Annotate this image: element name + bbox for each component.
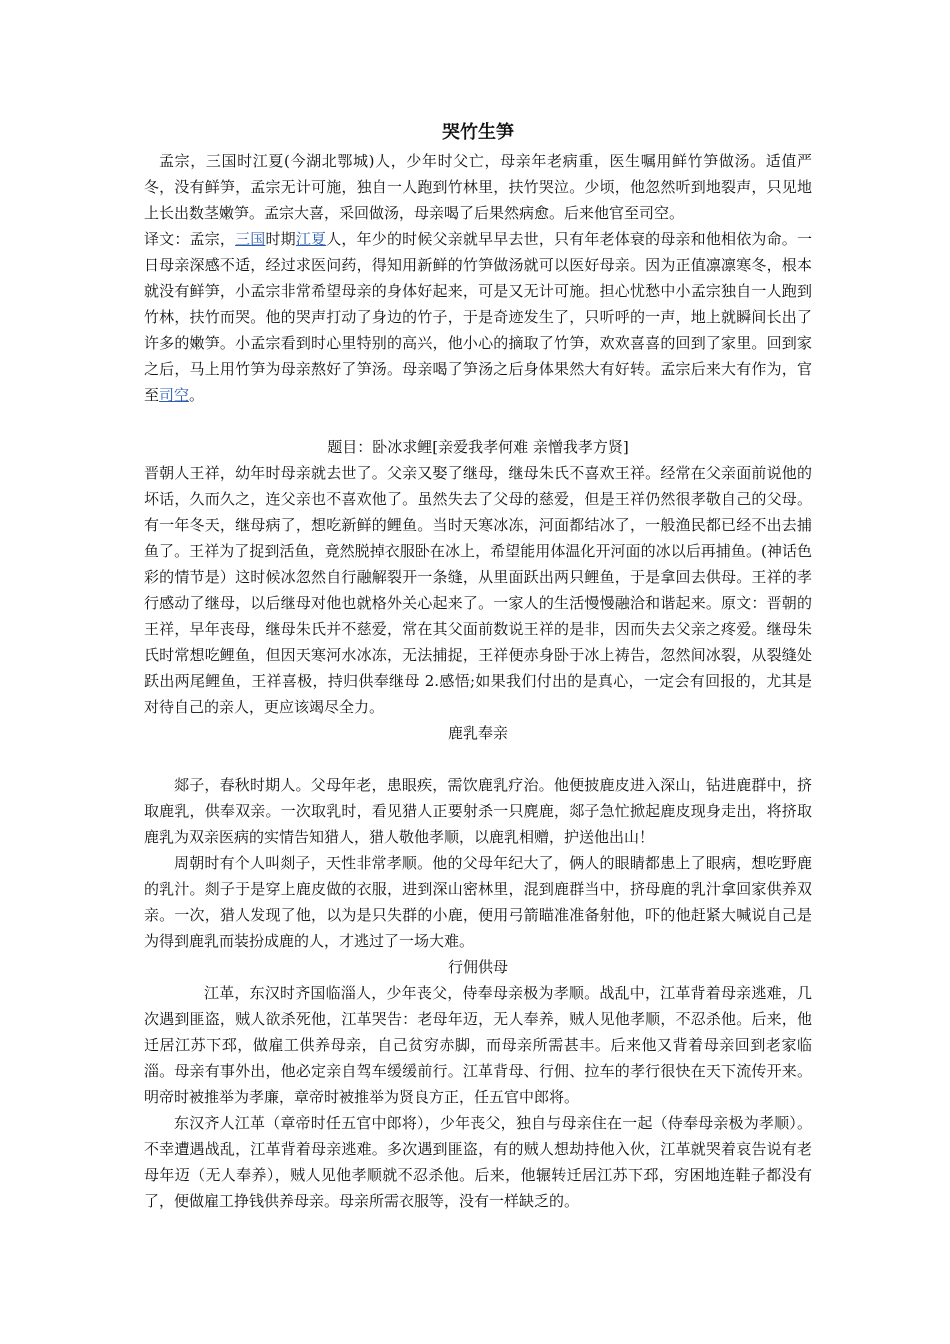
document-page bbox=[144, 120, 812, 1214]
link-sanguo[interactable]: 三国 bbox=[235, 230, 266, 248]
story-title-luru: 鹿乳奉亲 bbox=[447, 724, 508, 742]
story-paragraph: 郯子，春秋时期人。父母年老，患眼疾，需饮鹿乳疗治。他便披鹿皮进入深山，钻进鹿群中，挤取鹿乳，供奉双亲。一次取乳时，看见猎人正要射杀一只麂鹿，郯子急忙掀起鹿皮现身走出，将挤取鹿乳为双亲医病的实情告知猎人，猎人敬他孝顺，以鹿乳相赠，护送他出山！ bbox=[144, 776, 812, 846]
story-title-xingyong: 行佣供母 bbox=[447, 958, 508, 976]
link-jiangxia[interactable]: 江夏 bbox=[295, 230, 327, 248]
spacer bbox=[144, 746, 812, 772]
translation-text: 译文：孟宗， bbox=[144, 230, 236, 248]
story-title-kuzhu: 哭竹生笋 bbox=[442, 122, 514, 143]
translation-text: 人，年少的时候父亲就早早去世，只有年老体衰的母亲和他相依为命。一日母亲深感不适，经过求医问药，得知用新鲜的竹笋做汤就可以医好母亲。因为正值凛凛寒冬，根本就没有鲜笋，小孟宗非常希望母亲的身体好起来，可是又无计可施。担心忧愁中小孟宗独自一人跑到竹林，扶竹而哭。他的哭声打动了身边的竹子，于是奇迹发生了，只听呼的一声，地上就瞬间长出了许多的嫩笋。小孟宗看到时心里特别的高兴，他小心的摘取了竹笋，欢欢喜喜的回到了家里。回到家之后，马上用竹笋为母亲熬好了笋汤。母亲喝了笋汤之后身体果然大有好转。孟宗后来大有作为，官至 bbox=[144, 230, 812, 404]
story-paragraph: 东汉齐人江革（章帝时任五官中郎将），少年丧父，独自与母亲住在一起（侍奉母亲极为孝顺）。不幸遭遇战乱，江革背着母亲逃难。多次遇到匪盗，有的贼人想劫持他入伙，江革就哭着哀告说有老母年迈（无人奉养），贼人见他孝顺就不忍杀他。后来，他辗转迁居江苏下邳，穷困地连鞋子都没有了，便做雇工挣钱供养母亲。母亲所需衣服等，没有一样缺乏的。 bbox=[144, 1114, 812, 1210]
story-paragraph: 孟宗，三国时江夏(今湖北鄂城)人，少年时父亡，母亲年老病重，医生嘱用鲜竹笋做汤。适值严冬，没有鲜笋，孟宗无计可施，独自一人跑到竹林里，扶竹哭泣。少顷，他忽然听到地裂声，只见地上长出数茎嫩笋。孟宗大喜，采回做汤，母亲喝了后果然病愈。后来他官至司空。 bbox=[144, 152, 812, 222]
translation-paragraph bbox=[144, 226, 812, 408]
story-paragraph: 周朝时有个人叫剡子，天性非常孝顺。他的父母年纪大了，俩人的眼睛都患上了眼病，想吃野鹿的乳汁。剡子于是穿上鹿皮做的衣服，进到深山密林里，混到鹿群当中，挤母鹿的乳汁拿回家供养双亲。一次，猎人发现了他，以为是只失群的小鹿，便用弓箭瞄准准备射他，吓的他赶紧大喊说自己是为得到鹿乳而装扮成鹿的人，才逃过了一场大难。 bbox=[144, 854, 812, 950]
translation-text: 时期 bbox=[265, 230, 296, 248]
spacer bbox=[144, 408, 812, 434]
story-title-wobing: 题目：卧冰求鲤[亲爱我孝何难 亲憎我孝方贤] bbox=[327, 438, 629, 456]
link-sikong[interactable]: 司空 bbox=[159, 386, 190, 404]
story-paragraph: 江革，东汉时齐国临淄人，少年丧父，侍奉母亲极为孝顺。战乱中，江革背着母亲逃难，几次遇到匪盗，贼人欲杀死他，江革哭告：老母年迈，无人奉养，贼人见他孝顺，不忍杀他。后来，他迁居江苏下邳，做雇工供养母亲，自己贫穷赤脚，而母亲所需甚丰。后来他又背着母亲回到老家临淄。母亲有事外出，他必定亲自驾车缓缓前行。江革背母、行佣、拉车的孝行很快在天下流传开来。明帝时被推举为孝廉，章帝时被推举为贤良方正，任五官中郎将。 bbox=[144, 984, 812, 1106]
story-paragraph: 晋朝人王祥，幼年时母亲就去世了。父亲又娶了继母，继母朱氏不喜欢王祥。经常在父亲面前说他的坏话，久而久之，连父亲也不喜欢他了。虽然失去了父母的慈爱，但是王祥仍然很孝敬自己的父母。有一年冬天，继母病了，想吃新鲜的鲤鱼。当时天寒冰冻，河面都结冰了，一般渔民都已经不出去捕鱼了。王祥为了捉到活鱼，竟然脱掉衣服卧在冰上，希望能用体温化开河面的冰以后再捕鱼。(神话色彩的情节是）这时候冰忽然自行融解裂开一条缝，从里面跃出两只鲤鱼，于是拿回去供母。王祥的孝行感动了继母，以后继母对他也就格外关心起来了。一家人的生活慢慢融洽和谐起来。原文：晋朝的王祥，早年丧母，继母朱氏并不慈爱，常在其父面前数说王祥的是非，因而失去父亲之疼爱。继母朱氏时常想吃鲤鱼，但因天寒河水冰冻，无法捕捉，王祥便赤身卧于冰上祷告，忽然间冰裂，从裂缝处跃出两尾鲤鱼，王祥喜极，持归供奉继母 2.感悟;如果我们付出的是真心，一定会有回报的，尤其是对待自己的亲人，更应该竭尽全力。 bbox=[144, 464, 812, 716]
translation-text: 。 bbox=[189, 386, 205, 404]
